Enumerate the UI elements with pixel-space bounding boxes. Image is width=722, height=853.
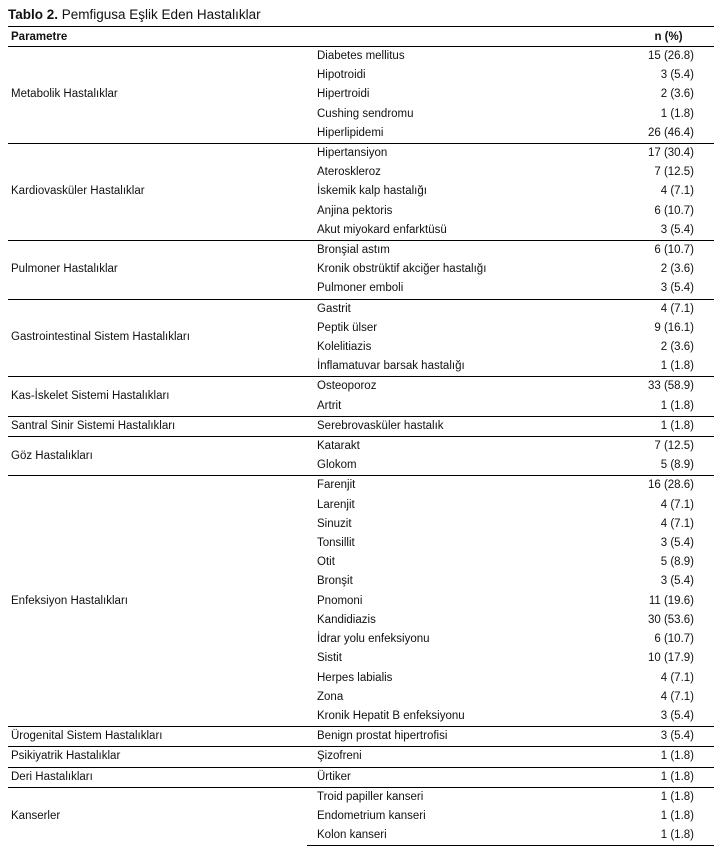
- condition-cell: Kolelitiazis: [317, 341, 372, 354]
- count-percent-cell: 3 (5.4): [660, 282, 694, 295]
- table-row: [8, 299, 714, 319]
- condition-cell: Artrit: [317, 399, 342, 412]
- count-percent-cell: 3 (5.4): [660, 69, 694, 82]
- count-percent-cell: 1 (1.8): [623, 787, 714, 807]
- condition-cell: Pulmoner emboli: [317, 282, 404, 295]
- document: [8, 6, 714, 846]
- condition-cell: İskemik kalp hastalığı: [317, 185, 427, 198]
- condition-cell: Farenjit: [307, 476, 623, 496]
- table-row: [8, 767, 714, 787]
- condition-cell: Tonsillit: [317, 537, 355, 550]
- table-row: [8, 241, 714, 261]
- table-row: [8, 437, 714, 457]
- condition-cell: Glokom: [317, 459, 357, 472]
- condition-cell: Kandidiazis: [317, 613, 376, 626]
- condition-cell: Benign prostat hipertrofisi: [307, 727, 623, 747]
- condition-cell: Akut miyokard enfarktüsü: [317, 223, 447, 236]
- header-row: [8, 27, 714, 47]
- condition-cell: Gastrit: [307, 299, 623, 319]
- condition-cell: Hipotroidi: [317, 69, 366, 82]
- condition-cell: İdrar yolu enfeksiyonu: [317, 633, 430, 646]
- count-percent-cell: 9 (16.1): [654, 321, 694, 334]
- condition-cell: Serebrovasküler hastalık: [307, 416, 623, 436]
- table-row: [8, 416, 714, 436]
- condition-cell: Endometrium kanseri: [317, 809, 426, 822]
- count-percent-cell: 16 (28.6): [623, 476, 714, 496]
- table-row: [8, 787, 714, 807]
- category-cell: Deri Hastalıkları: [8, 767, 307, 787]
- condition-cell: Hiperlipidemi: [317, 126, 384, 139]
- count-percent-cell: 4 (7.1): [623, 299, 714, 319]
- category-cell: Kardiovasküler Hastalıklar: [8, 144, 307, 241]
- count-percent-cell: 6 (10.7): [654, 633, 694, 646]
- table-row: [8, 377, 714, 397]
- condition-cell: Kronik obstrüktif akciğer hastalığı: [317, 263, 487, 276]
- condition-cell: Şizofreni: [307, 747, 623, 767]
- count-percent-cell: 4 (7.1): [660, 671, 694, 684]
- count-percent-cell: 2 (3.6): [660, 341, 694, 354]
- count-percent-cell: 3 (5.4): [660, 223, 694, 236]
- count-percent-cell: 1 (1.8): [623, 416, 714, 436]
- header-parameter: Parametre: [8, 27, 307, 47]
- condition-cell: Katarakt: [307, 437, 623, 457]
- count-percent-cell: 3 (5.4): [623, 727, 714, 747]
- condition-cell: Herpes labialis: [317, 671, 393, 684]
- count-percent-cell: 6 (10.7): [654, 204, 694, 217]
- count-percent-cell: 1 (1.8): [623, 767, 714, 787]
- caption-label: Tablo 2.: [8, 7, 59, 22]
- count-percent-cell: 5 (8.9): [660, 459, 694, 472]
- table-body: [8, 47, 714, 846]
- count-percent-cell: 10 (17.9): [647, 652, 694, 665]
- condition-cell: Diabetes mellitus: [307, 47, 623, 67]
- count-percent-cell: 17 (30.4): [623, 144, 714, 164]
- caption-text: Pemfigusa Eşlik Eden Hastalıklar: [58, 7, 261, 22]
- category-cell: Enfeksiyon Hastalıkları: [8, 476, 307, 727]
- condition-cell: Anjina pektoris: [317, 204, 393, 217]
- category-cell: Gastrointestinal Sistem Hastalıkları: [8, 299, 307, 377]
- count-percent-cell: 4 (7.1): [660, 690, 694, 703]
- count-percent-cell: 7 (12.5): [623, 437, 714, 457]
- condition-cell: Osteoporoz: [307, 377, 623, 397]
- condition-cell: Hipertansiyon: [307, 144, 623, 164]
- category-cell: Santral Sinir Sistemi Hastalıkları: [8, 416, 307, 436]
- count-percent-cell: 30 (53.6): [647, 613, 694, 626]
- category-cell: Kanserler: [8, 787, 307, 846]
- header-subparameter: [307, 27, 623, 47]
- category-cell: Göz Hastalıkları: [8, 437, 307, 476]
- table-row: [8, 144, 714, 164]
- count-percent-cell: 11 (19.6): [648, 594, 694, 607]
- count-percent-cell: 33 (58.9): [623, 377, 714, 397]
- count-percent-cell: 15 (26.8): [623, 47, 714, 67]
- category-cell: Kas-İskelet Sistemi Hastalıkları: [8, 377, 307, 416]
- condition-cell: Kronik Hepatit B enfeksiyonu: [317, 709, 465, 722]
- header-n-percent: n (%): [623, 27, 714, 47]
- table-row: [8, 47, 714, 67]
- count-percent-cell: 1 (1.8): [660, 399, 694, 412]
- count-percent-cell: 4 (7.1): [660, 185, 694, 198]
- count-percent-cell: 26 (46.4): [647, 126, 694, 139]
- table-row: [8, 476, 714, 496]
- count-percent-cell: 2 (3.6): [660, 263, 694, 276]
- count-percent-cell: 3 (5.4): [660, 709, 694, 722]
- condition-cell: Ateroskleroz: [317, 166, 381, 179]
- count-percent-cell: 1 (1.8): [623, 747, 714, 767]
- condition-cell: Hipertroidi: [317, 88, 370, 101]
- count-percent-cell: 4 (7.1): [660, 517, 694, 530]
- condition-cell: Sistit: [317, 652, 342, 665]
- count-percent-cell: 7 (12.5): [654, 166, 694, 179]
- count-percent-cell: 3 (5.4): [660, 575, 694, 588]
- category-cell: Psikiyatrik Hastalıklar: [8, 747, 307, 767]
- count-percent-cell: 3 (5.4): [660, 537, 694, 550]
- table-caption: [8, 6, 714, 26]
- condition-cell: Cushing sendromu: [317, 107, 414, 120]
- count-percent-cell: 2 (3.6): [660, 88, 694, 101]
- count-percent-cell: 5 (8.9): [660, 556, 694, 569]
- condition-cell: Sinuzit: [317, 517, 352, 530]
- comorbidity-table: [8, 26, 714, 846]
- condition-cell: Bronşit: [317, 575, 353, 588]
- table-row: [8, 747, 714, 767]
- count-percent-cell: 1 (1.8): [660, 107, 694, 120]
- condition-cell: Ürtiker: [307, 767, 623, 787]
- count-percent-cell: 4 (7.1): [660, 498, 694, 511]
- count-percent-cell: 1 (1.8): [623, 826, 714, 846]
- category-cell: Pulmoner Hastalıklar: [8, 241, 307, 300]
- count-percent-cell: 1 (1.8): [660, 809, 694, 822]
- condition-cell: Kolon kanseri: [307, 826, 623, 846]
- count-percent-cell: 1 (1.8): [660, 360, 694, 373]
- condition-cell: İnflamatuvar barsak hastalığı: [317, 360, 465, 373]
- category-cell: Ürogenital Sistem Hastalıkları: [8, 727, 307, 747]
- condition-cell: Zona: [317, 690, 344, 703]
- table-row: [8, 727, 714, 747]
- condition-cell: Troid papiller kanseri: [307, 787, 623, 807]
- count-percent-cell: 6 (10.7): [623, 241, 714, 261]
- condition-cell: Otit: [317, 556, 335, 569]
- condition-cell: Peptik ülser: [317, 321, 378, 334]
- category-cell: Metabolik Hastalıklar: [8, 47, 307, 144]
- condition-cell: Bronşial astım: [307, 241, 623, 261]
- condition-cell: Larenjit: [317, 498, 355, 511]
- condition-cell: Pnomoni: [317, 594, 363, 607]
